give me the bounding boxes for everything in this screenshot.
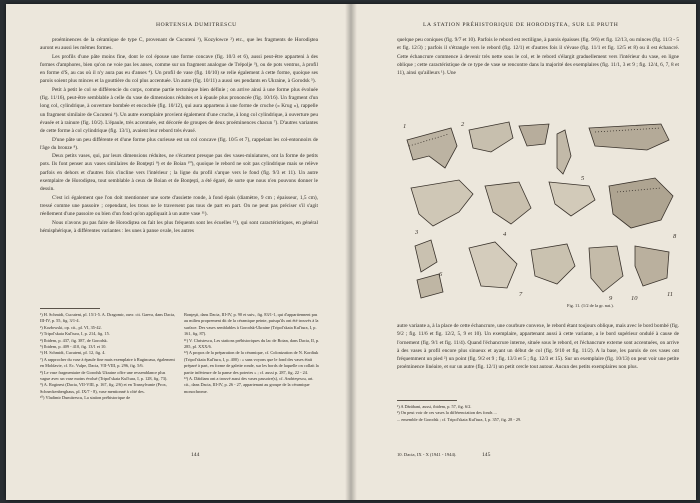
footnote: ... ensemble de Gorodsk ; cf. Tripol'skaia Kul'tura, I, p. 357, fig. 28 - 29. bbox=[397, 416, 522, 422]
footnote: ⁴) Ibidem, p. 437, fig. 387, de Gorodsk. bbox=[40, 337, 108, 343]
right-body-text-bottom bbox=[397, 322, 679, 388]
paragraph: proéminences de la céramique de type C, provenant de Cucuteni ¹), Kozyłowce ²) etc., que les fragments de Horodiştea auront eu aussi les mêmes formes. bbox=[40, 37, 318, 52]
sherd-8 bbox=[549, 182, 595, 216]
footnote: ¹) H. Schmidt, Cucuteni, pl. 15/1-5. A. Dragomir, ouvr. cit. Gaeva, dans Dacia, III-IV, p. 55, fig. 3/1-4. bbox=[40, 312, 176, 324]
sherd-9 bbox=[609, 178, 673, 228]
footnote: ¹⁰) Vladimir Dumitrescu, La station préhistorique de bbox=[40, 395, 131, 401]
figure-label-8: 8 bbox=[673, 233, 677, 240]
sherd-14 bbox=[589, 246, 623, 292]
left-page bbox=[6, 4, 351, 500]
paragraph: autre variante a, à la place de cette échancrure, une courbure convexe, le rebord étant toujours oblique, mais avec le bord bombé (fig. 9/2 ; fig. 11/6 et fig. 12/2, 5, 9 et 10). Un exemplaire, appartenant aussi à cette variante, a le bord supérieur ondulé à cause de l'ornement (fig. 9/1 et fig. 11/4). Quand l'échancrure interne, située sous le rebord, et l'échancrure externe sont accentuées, on arrive à des vases à profil encore plus sinueux et ayant un début de col (fig. 9/10 et fig. 11/2). A la base, les parois de ces vases ont fréquemment un pied ²) un point (fig. 9/2 et 9 ; fig. 13/3 et 5 ; fig. 12/3 et 15). Sur un exemplaire (fig. 10/13) on peut voir une petite proéminence linéaire, et sur un autre (fig. 12/1) un petit cercle tout autour. Aucun des petits exemplaires non plus. bbox=[397, 323, 679, 371]
open-book bbox=[6, 4, 696, 500]
sherd-1 bbox=[407, 128, 457, 168]
left-footnotes bbox=[40, 308, 320, 428]
footnote-column-right bbox=[184, 312, 320, 402]
sherd-15 bbox=[635, 246, 669, 286]
figure-label-2: 2 bbox=[461, 121, 465, 128]
footnote: ¹³) A. Dăidiam ont a trouvé aussi des vases passoire(s), cf. Andrieşescu, art. cit., dans Dacia, III-IV, p. 26 - 27, appartenant au groupe de la céramique monochrome. bbox=[184, 376, 314, 394]
figure-caption: Fig. 11. (1/2 de la gr. nat.). bbox=[567, 303, 614, 308]
figure-label-10: 10 bbox=[631, 295, 638, 302]
figure-label-7: 7 bbox=[519, 291, 523, 298]
right-running-head: LA STATION PRÉHISTORIQUE DE HORODIŞTEA, SUR LE PRUTH bbox=[423, 22, 619, 28]
sherd-12 bbox=[469, 242, 517, 288]
footnote: ⁷) A rapprocher du vase à épaule fine mais exemplaire à Ruginoasa, également en Moldavie, cf. Ec. Vulpe, Dacia, VII-VIII, p. 296, fig. 5/6. bbox=[40, 356, 175, 369]
paragraph: Deux petits vases, qui, par leurs dimensions réduites, ne s'écartent presque pas des vases-miniatures, ont la forme de petits pots. Ils font penser aux vases similaires de Bonţeşti ⁹) et de Boian ¹⁰), quoique le rebord ne soit pas cylindrique mais se relève parfois en dehors et d'autres fois s'incline vers l'intérieur ; la ligne du profil s'arque vers le fond (fig. 9/3 et 11). Un autre exemplaire de Horodiştea, tout semblable à ceux de Boian et de Bonţeşti, a été égaré, de sorte que nous n'en pouvons donner le dessin. bbox=[40, 153, 318, 193]
sherd-5 bbox=[589, 124, 669, 150]
footnote: ³) Tripol'skaia Kul'tura, I, p. 214, fig. 15. bbox=[40, 331, 110, 337]
right-page bbox=[351, 4, 696, 500]
left-running-head: HORTENSIA DUMITRESCU bbox=[156, 22, 237, 28]
footnote: ¹) A Dărăbani, aussi, ibidem, p. 57, fig. 6/2. bbox=[397, 404, 472, 409]
footnote: ¹¹) V. Christescu, Les stations préhistoriques du lac de Boian, dans Dacia, II, p. 285, pl. XXX/6. bbox=[184, 337, 320, 350]
figure-label-1: 1 bbox=[403, 123, 407, 130]
footnote: ²) Kozłowski, op. cit., pl. VI, 35-42. bbox=[40, 324, 102, 330]
paragraph: C'est ici également que l'on doit mentionner une sorte d'assiette ronde, à fond épais (diamètre, 9 cm ; épaisseur, 1,5 cm), tressé comme une passoire ; cependant, les trous ne le traversent pas tous de part en part. On ne peut pas préciser s'il s'agit réellement d'une passoire ou bien d'un fond qu'on appliquait à un autre vase ¹¹). bbox=[40, 194, 318, 218]
footnote: ⁶) H. Schmidt, Cucuteni, pl. 12, fig. 4. bbox=[40, 350, 106, 356]
figure-label-9: 9 bbox=[609, 295, 613, 302]
footnote: ²) On peut voir de ces vases la différenciation des fonds ... bbox=[397, 410, 497, 416]
figure-label-4: 4 bbox=[503, 231, 507, 238]
footnote-rule bbox=[397, 400, 457, 401]
sherd-4 bbox=[557, 130, 571, 174]
paragraph: Les profils d'une pâte moins fine, dont le col épouse une forme concave (fig. 10/3 et 6), aussi peut-être apparteni à des formes d'amphores, bien qu'on ne voie pas les anses, comme sur un fragment analogue de Trépolje ³), ou de pots ventrus, à profil en forme d'S, au cas où il n'y aura pas eu d'anses ⁴). Un profil de vase (fig. 10/10) se relie également à cette forme, quoique ses parois soient plus minces et la gouttière du col plus accentuée. Un autre (fig. 10/11) a aussi ses pendants en Ukraine, à Gorodsk ⁵). bbox=[40, 53, 318, 85]
footnote-column-left bbox=[40, 312, 176, 402]
sherd-2 bbox=[469, 122, 513, 152]
figure-label-11: 11 bbox=[667, 291, 674, 298]
pottery-figure bbox=[399, 116, 681, 312]
footnote: ⁸) Le vase fragmentaire de Gorodsk Ukraine offre une ressemblance plus vague avec un vase moins évolué (Tripol'skaia Kul'tura, I, p. 128, fig. 73). bbox=[40, 369, 168, 382]
paragraph: Petit à petit le col se différencie du corps, comme partie tectonique bien définie ; on arrive ainsi à une forme plus évoluée (fig. 11/16), peut-être semblable à celle du vase de dimensions réduites et à épaule plus prononcée (fig. 10/16). Un fragment d'un long col, cylindrique, à ouverture bombée et encochée (fig. 10/12), qui aura appartenu à une forme de cruche (« Krug »), rappelle un fragment similaire de Cucuteni ⁶). Un autre exemplaire provient également d'une cruche, à long col cylindrique, à ouverture peu évasée et à rainure (fig. 10/2). L'épaule, très accentuée, est décorée de groupes de deux proéminences chacun ⁷). D'autres variantes de cette forme à col cylindrique (fig. 13/1), avaient leur rebord très évasé. bbox=[40, 86, 318, 135]
left-page-number: 144 bbox=[191, 452, 200, 458]
right-footnotes bbox=[397, 400, 679, 423]
sherd-3 bbox=[519, 124, 549, 146]
sherd-6 bbox=[411, 180, 473, 226]
footnote: Bonţeşti, dans Dacia, III-IV, p. 90 et suiv., fig. 83/1-1, qui d'appartiennent pas au milieu proprement dit de la céramique peinte, puisqu'ils ont été trouvés à la surface. Des vases semblables à Gorodsk-Ukraine (Tripol'skaia Kul'tura, I, p. 161, fig. 87). bbox=[184, 312, 319, 337]
paragraph: Nous n'avons pu pas faire de Horodiştea on fait les plus fréquents sont les écuelles ¹²), qui sont caractéristiques, en général hémisphérique, à différentes variantes : les unes à panse ovale, les autres bbox=[40, 219, 318, 234]
paragraph: quelque peu coniques (fig. 9/7 et 10). Parfois le rebord est rectiligne, à parois épaisses (fig. 9/6) et fig. 12/13, ou minces (fig. 11/3 - 5 et fig. 12/3) ; parfois il s'étrangle vers le rebord (fig. 12/1) et d'autres fois il s'évase (fig. 11/1 et fig. 12/5 et 8) ou il est échancré. Cette échancrure commence à devenir très nette sous le col, et le rebord s'élargit graduellement vers l'intérieur du vase, en ligne oblique ; cette caractéristique de ce type de vase se rencontre dans la majorité des exemplaires (fig. 11/1, 3 et 9 ; fig. 12/4, 6, 7, 8 et 11), ainsi qu'ailleurs ¹). Une bbox=[397, 37, 679, 77]
figure-label-6: 6 bbox=[439, 271, 443, 278]
sherd-7 bbox=[485, 182, 531, 224]
right-page-number: 145 bbox=[482, 452, 491, 458]
footnote: ⁵) Ibidem, p. 409 - 410, fig. 13/1 et 10. bbox=[40, 344, 107, 350]
right-body-text-top bbox=[397, 36, 679, 114]
footnote-rule bbox=[40, 308, 100, 309]
paragraph: D'une pâte un peu différente et d'une forme plus curieuse est un col concave (fig. 10/5 et 7), rappelant les col-entonnoirs de l'âge du bronze ⁸). bbox=[40, 136, 318, 151]
figure-label-3: 3 bbox=[415, 229, 419, 236]
footnote: ¹²) A propos de la préparation de la céramique, cf. Colonization de N. Kordiuk (Tripol'skaia Kul'tura, I, p. 400) : « sans voyons que le fond des vases était préparé à part, en forme de galette ronde, sur les bords de laquelle on collait la partie inférieure de la panse des poteries » ; cf. aussi p. 287, fig. 22 - 24. bbox=[184, 350, 319, 375]
footnote: ⁹) A. Roginest (Dacia, VII-VIII, p. 167, fig. 2/6) et en Transylvanie (Prox, Schneckenberghaus, pl. IX/7 - 8), vase mentionné à côté des. bbox=[40, 382, 167, 394]
sherd-10 bbox=[415, 240, 437, 272]
left-body-text bbox=[40, 36, 318, 294]
signature-line: 10. Dacia, IX - X (1941 - 1944). bbox=[397, 452, 457, 457]
sherd-13 bbox=[531, 244, 575, 284]
figure-label-5: 5 bbox=[581, 175, 585, 182]
